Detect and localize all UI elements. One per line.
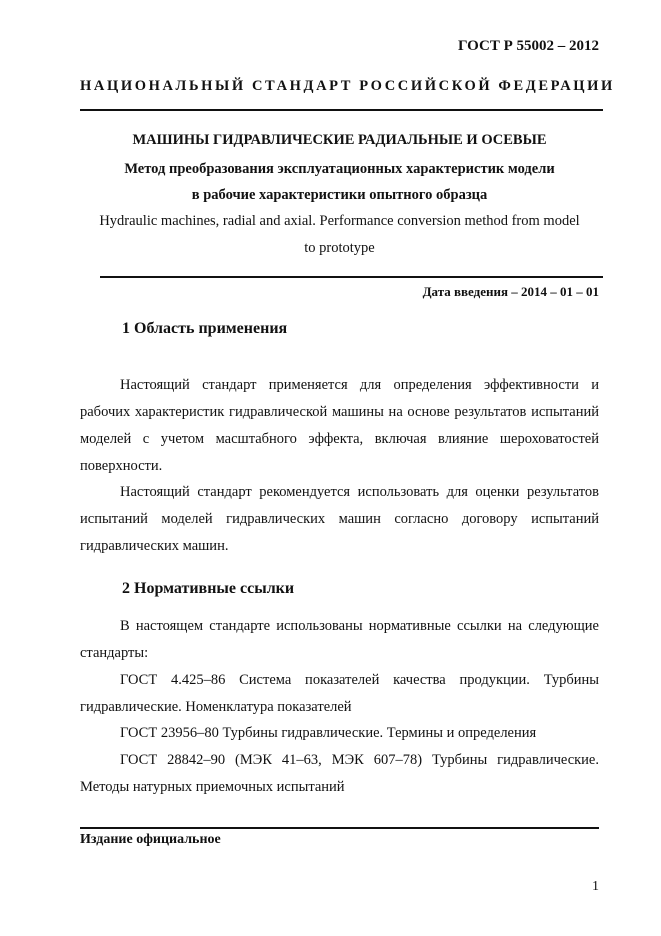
reference-gost-23956	[80, 720, 599, 747]
section-2-paragraph-1-text: В настоящем стандарте использованы нормативные ссылки на следующие стандарты:	[80, 618, 599, 661]
reference-gost-23956-text: ГОСТ 23956–80 Турбины гидравлические. Термины и определения	[120, 725, 537, 741]
national-standard-heading: НАЦИОНАЛЬНЫЙ СТАНДАРТ РОССИЙСКОЙ ФЕДЕРАЦИИ	[80, 78, 615, 94]
official-edition-label: Издание официальное	[80, 832, 221, 847]
section-1-heading: 1 Область применения	[122, 320, 288, 337]
reference-gost-4-425-text: ГОСТ 4.425–86 Система показателей качества продукции. Турбины гидравлические. Номенклатура показателей	[80, 672, 599, 715]
footer-divider	[80, 827, 599, 829]
title-english-line-2: to prototype	[304, 240, 375, 256]
section-2-paragraph-1	[80, 613, 599, 667]
title-main: МАШИНЫ ГИДРАВЛИЧЕСКИЕ РАДИАЛЬНЫЕ И ОСЕВЫЕ	[132, 132, 547, 148]
reference-gost-28842-text: ГОСТ 28842–90 (МЭК 41–63, МЭК 607–78) Турбины гидравлические. Методы натурных приемочных испытаний	[80, 752, 599, 795]
page-number: 1	[592, 879, 599, 894]
section-1-paragraph-1-text: Настоящий стандарт применяется для определения эффективности и рабочих характеристик гидравлической машины на основе результатов испытаний моделей с учетом масштабного эффекта, включая влияние шероховатостей поверхности.	[80, 377, 599, 474]
section-1-paragraph-2-text: Настоящий стандарт рекомендуется использовать для оценки результатов испытаний моделей гидравлических машин согласно договору испытаний гидравлических машин.	[80, 484, 599, 554]
title-sub-line-1: Метод преобразования эксплуатационных характеристик модели	[124, 161, 555, 177]
section-1-paragraph-2	[80, 479, 599, 560]
section-1-paragraph-1	[80, 372, 599, 480]
title-divider	[100, 276, 603, 278]
title-block	[80, 130, 599, 262]
introduction-date: Дата введения – 2014 – 01 – 01	[422, 284, 599, 299]
reference-gost-4-425	[80, 667, 599, 721]
section-2-heading: 2 Нормативные ссылки	[122, 580, 295, 597]
reference-gost-28842	[80, 747, 599, 801]
title-english-line-1: Hydraulic machines, radial and axial. Performance conversion method from model	[99, 213, 580, 229]
top-divider	[80, 109, 603, 111]
document-code: ГОСТ Р 55002 – 2012	[457, 38, 599, 54]
title-sub-line-2: в рабочие характеристики опытного образца	[191, 187, 488, 203]
